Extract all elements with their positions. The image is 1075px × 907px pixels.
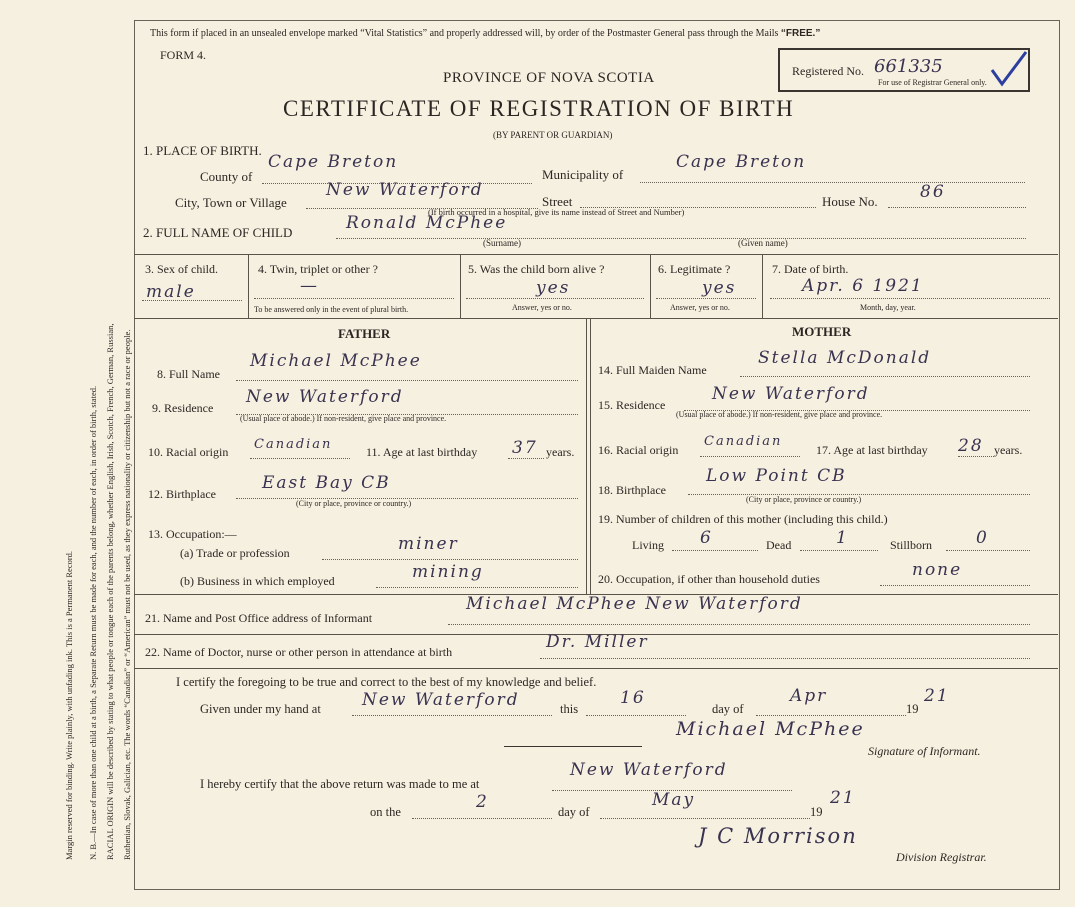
twin-note: To be answered only in the event of plural birth. <box>254 305 409 314</box>
legitimate-label: 6. Legitimate ? <box>658 262 731 276</box>
city-label: City, Town or Village <box>175 195 287 210</box>
father-racial-value: Canadian <box>254 437 333 452</box>
mother-occupation-label: 20. Occupation, if other than household duties <box>598 572 820 586</box>
mother-racial-value: Canadian <box>704 434 783 449</box>
informant-value: Michael McPhee New Waterford <box>466 594 803 614</box>
registrar-on-label: on the <box>370 805 401 819</box>
father-birthplace-note: (City or place, province or country.) <box>296 499 412 508</box>
registrar-day-value: 2 <box>476 792 489 812</box>
father-business-label: (b) Business in which employed <box>180 574 335 588</box>
city-value: New Waterford <box>326 180 484 200</box>
registrar-year-value: 21 <box>830 788 856 808</box>
place-of-birth-heading: 1. PLACE OF BIRTH. <box>143 143 262 158</box>
date-label: 7. Date of birth. <box>772 262 849 276</box>
given-under-label: Given under my hand at <box>200 702 321 716</box>
mother-name-label: 14. Full Maiden Name <box>598 363 707 377</box>
father-birthplace-value: East Bay CB <box>262 473 391 493</box>
municipality-label: Municipality of <box>542 167 624 182</box>
registrar-general-note: For use of Registrar General only. <box>878 78 987 87</box>
mother-name-value: Stella McDonald <box>758 348 932 368</box>
stillborn-label: Stillborn <box>890 538 933 552</box>
informant-signature-label: Signature of Informant. <box>868 744 981 758</box>
registrar-year-prefix: 19 <box>810 805 823 819</box>
registrar-place-value: New Waterford <box>570 760 728 780</box>
children-count-label: 19. Number of children of this mother (including this child.) <box>598 512 888 526</box>
county-label: County of <box>200 169 253 184</box>
doctor-value: Dr. Miller <box>546 632 649 652</box>
stillborn-value: 0 <box>976 528 989 548</box>
father-occupation-label: 13. Occupation:— <box>148 527 237 541</box>
province-title: PROVINCE OF NOVA SCOTIA <box>443 70 655 86</box>
mother-residence-value: New Waterford <box>712 384 870 404</box>
living-label: Living <box>632 538 664 552</box>
mail-notice <box>150 28 820 39</box>
legitimate-value: yes <box>702 278 737 298</box>
twin-label: 4. Twin, triplet or other ? <box>258 262 378 276</box>
registrar-month-value: May <box>652 790 696 810</box>
form-number: FORM 4. <box>160 48 207 62</box>
mail-notice-text: This form if placed in an unsealed envelope marked “Vital Statistics” and properly addressed will, by order of the Postmaster General pass through the Mails <box>150 28 779 39</box>
date-note: Month, day, year. <box>860 303 916 312</box>
father-trade-label: (a) Trade or profession <box>180 546 290 560</box>
certificate-title: CERTIFICATE OF REGISTRATION OF BIRTH <box>283 96 795 121</box>
margin-note-separate-return: N. B.—In case of more than one child at a birth, a Separate Return must be made for each, and the number of each, in order of birth, stated. <box>88 385 98 860</box>
child-name-label: 2. FULL NAME OF CHILD <box>143 225 293 240</box>
alive-value: yes <box>536 278 571 298</box>
sex-value: male <box>146 282 196 302</box>
child-name-value: Ronald McPhee <box>346 213 508 233</box>
surname-note: (Surname) <box>483 238 521 248</box>
informant-label: 21. Name and Post Office address of Informant <box>145 611 373 625</box>
mother-age-label: 17. Age at last birthday <box>816 443 928 457</box>
free-label: “FREE.” <box>780 28 821 39</box>
street-label: Street <box>542 194 573 209</box>
margin-note-racial-origin-2: Ruthenian, Slovak, Galician, etc. The words “Canadian” or “American” must not be used, as they express nationality or citizenship but not a race or people. <box>122 329 132 860</box>
given-day-value: 16 <box>620 688 646 708</box>
sex-label: 3. Sex of child. <box>145 262 218 276</box>
margin-note-binding: Margin reserved for binding. Write plainly, with unfading ink. This is a Permanent Record. <box>64 550 74 860</box>
mother-residence-note: (Usual place of abode.) If non-resident, give place and province. <box>676 410 883 419</box>
father-years-label: years. <box>546 445 575 459</box>
father-business-value: mining <box>412 562 484 582</box>
registered-number: 661335 <box>874 56 943 77</box>
father-residence-note: (Usual place of abode.) If non-resident, give place and province. <box>240 414 447 423</box>
father-age-value: 37 <box>512 438 538 458</box>
county-value: Cape Breton <box>268 152 399 172</box>
certificate-subtitle: (BY PARENT OR GUARDIAN) <box>493 130 613 140</box>
dead-value: 1 <box>836 528 849 548</box>
municipality-value: Cape Breton <box>676 152 807 172</box>
alive-label: 5. Was the child born alive ? <box>468 262 605 276</box>
informant-signature: Michael McPhee <box>676 718 865 740</box>
father-heading: FATHER <box>338 326 391 341</box>
registrar-signature-label: Division Registrar. <box>896 850 987 864</box>
mother-birthplace-label: 18. Birthplace <box>598 483 666 497</box>
given-month-value: Apr <box>790 686 828 706</box>
father-residence-value: New Waterford <box>246 387 404 407</box>
given-name-note: (Given name) <box>738 238 788 248</box>
mother-birthplace-value: Low Point CB <box>706 466 847 486</box>
father-trade-value: miner <box>398 534 459 554</box>
father-age-label: 11. Age at last birthday <box>366 445 478 459</box>
twin-value: — <box>300 276 319 296</box>
father-racial-label: 10. Racial origin <box>148 445 229 459</box>
doctor-label: 22. Name of Doctor, nurse or other person in attendance at birth <box>145 645 453 659</box>
given-place-value: New Waterford <box>362 690 520 710</box>
street-note: (If birth occurred in a hospital, give its name instead of Street and Number) <box>428 207 685 217</box>
given-dayof-label: day of <box>712 702 744 716</box>
mother-racial-label: 16. Racial origin <box>598 443 679 457</box>
mother-residence-label: 15. Residence <box>598 398 666 412</box>
registered-label: Registered No. <box>792 64 864 78</box>
registrar-dayof-label: day of <box>558 805 590 819</box>
father-name-label: 8. Full Name <box>157 367 220 381</box>
margin-note-racial-origin: RACIAL ORIGIN will be described by stating to what people or tongue each of the parents belong, whether English, Irish, Scotch, French, German, Russian, <box>105 323 115 860</box>
living-value: 6 <box>700 528 713 548</box>
house-value: 86 <box>920 182 946 202</box>
alive-note: Answer, yes or no. <box>512 303 572 312</box>
house-label: House No. <box>822 194 878 209</box>
legitimate-note: Answer, yes or no. <box>670 303 730 312</box>
registrar-signature: J C Morrison <box>698 824 858 848</box>
mother-occupation-value: none <box>912 560 963 580</box>
dead-label: Dead <box>766 538 792 552</box>
certify-text: I certify the foregoing to be true and correct to the best of my knowledge and belief. <box>176 675 597 689</box>
date-value: Apr. 6 1921 <box>802 276 924 296</box>
father-name-value: Michael McPhee <box>250 351 422 371</box>
given-year-prefix: 19 <box>906 702 919 716</box>
mother-years-label: years. <box>994 443 1023 457</box>
given-year-value: 21 <box>924 686 950 706</box>
checkmark-icon <box>990 48 1030 88</box>
registrar-text: I hereby certify that the above return was made to me at <box>200 777 480 791</box>
mother-age-value: 28 <box>958 436 984 456</box>
father-residence-label: 9. Residence <box>152 401 214 415</box>
given-this-label: this <box>560 702 579 716</box>
mother-birthplace-note: (City or place, province or country.) <box>746 495 862 504</box>
father-birthplace-label: 12. Birthplace <box>148 487 216 501</box>
mother-heading: MOTHER <box>792 324 852 339</box>
